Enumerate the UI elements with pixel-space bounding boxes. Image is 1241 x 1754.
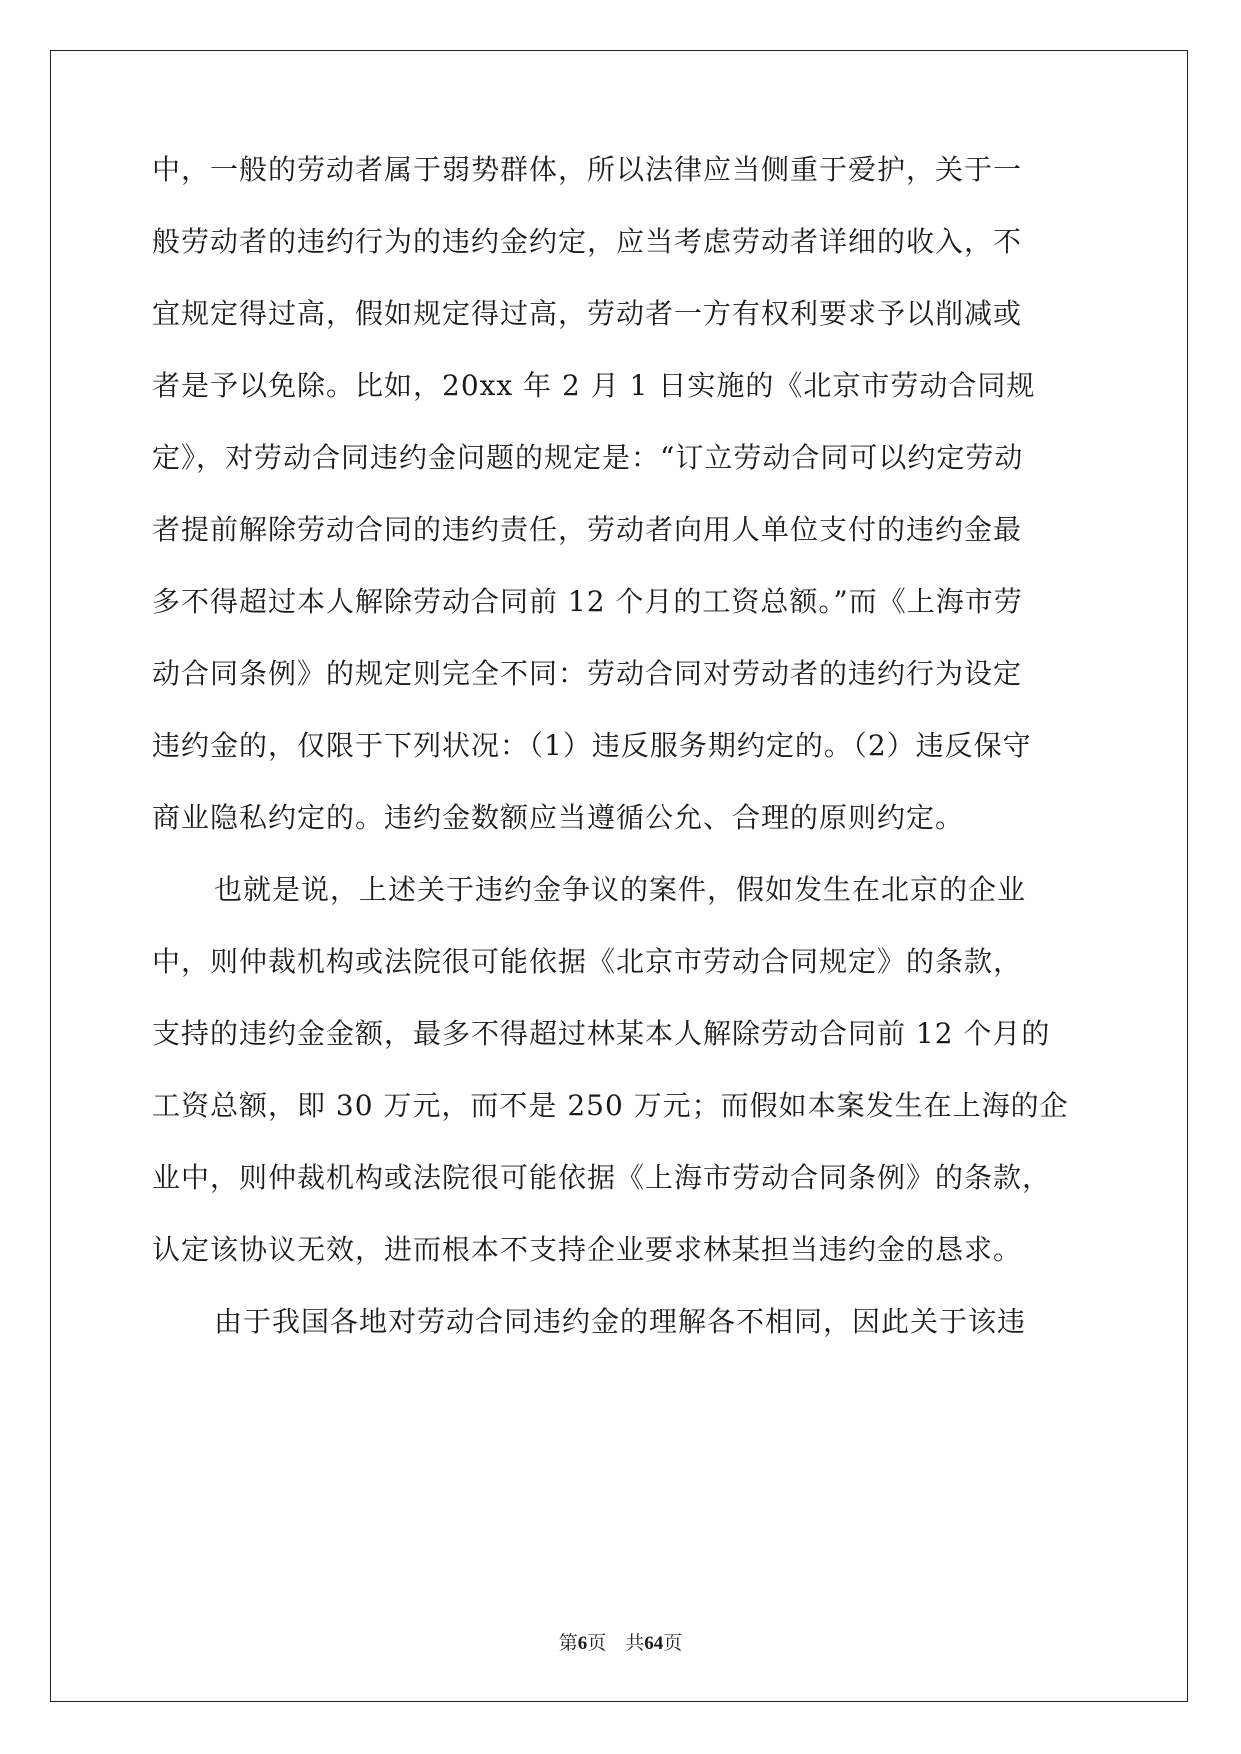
paragraph-start-line: 由于我国各地对劳动合同违约金的理解各不相同，因此关于该违	[214, 1305, 1027, 1338]
text-line-9: 违约金的，仅限于下列状况：（1）违反服务期约定的。（2）违反保守	[152, 729, 1032, 762]
text-line-16: 认定该协议无效，进而根本不支持企业要求林某担当违约金的恳求。	[152, 1233, 1023, 1266]
text-line-14: 工资总额，即 30 万元，而不是 250 万元；而假如本案发生在上海的企	[152, 1089, 1069, 1122]
text-line-15: 业中，则仲裁机构或法院很可能依据《上海市劳动合同条例》的条款，	[152, 1161, 1052, 1194]
footer-total-pages: 64	[644, 1633, 664, 1654]
text-line-2: 般劳动者的违约行为的违约金约定，应当考虑劳动者详细的收入，不	[152, 225, 1023, 258]
text-line-8: 动合同条例》的规定则完全不同：劳动合同对劳动者的违约行为设定	[152, 657, 1023, 690]
text-line-13: 支持的违约金金额，最多不得超过林某本人解除劳动合同前 12 个月的	[152, 1017, 1051, 1050]
text-line-10: 商业隐私约定的。违约金数额应当遵循公允、合理的原则约定。	[152, 801, 965, 834]
footer-page-suffix: 页	[587, 1633, 607, 1654]
footer-page-number: 6	[577, 1633, 588, 1654]
text-line-7: 多不得超过本人解除劳动合同前 12 个月的工资总额。”而《上海市劳	[152, 585, 1023, 618]
footer-total-suffix: 页	[663, 1633, 683, 1654]
footer-total-prefix: 共	[625, 1633, 645, 1654]
text-line-3: 宜规定得过高，假如规定得过高，劳动者一方有权利要求予以削减或	[152, 297, 1023, 330]
text-line-5: 定》，对劳动合同违约金问题的规定是：“订立劳动合同可以约定劳动	[152, 441, 1024, 474]
text-line-4: 者是予以免除。比如，20xx 年 2 月 1 日实施的《北京市劳动合同规	[152, 369, 1036, 402]
footer-page-prefix: 第	[558, 1633, 578, 1654]
page-footer	[0, 1628, 1241, 1655]
text-line-12: 中，则仲裁机构或法院很可能依据《北京市劳动合同规定》的条款，	[152, 945, 1023, 978]
paragraph-start-line: 也就是说，上述关于违约金争议的案件，假如发生在北京的企业	[214, 873, 1027, 906]
text-line-6: 者提前解除劳动合同的违约责任，劳动者向用人单位支付的违约金最	[152, 513, 1023, 546]
text-line-1: 中，一般的劳动者属于弱势群体，所以法律应当侧重于爱护，关于一	[152, 153, 1023, 186]
